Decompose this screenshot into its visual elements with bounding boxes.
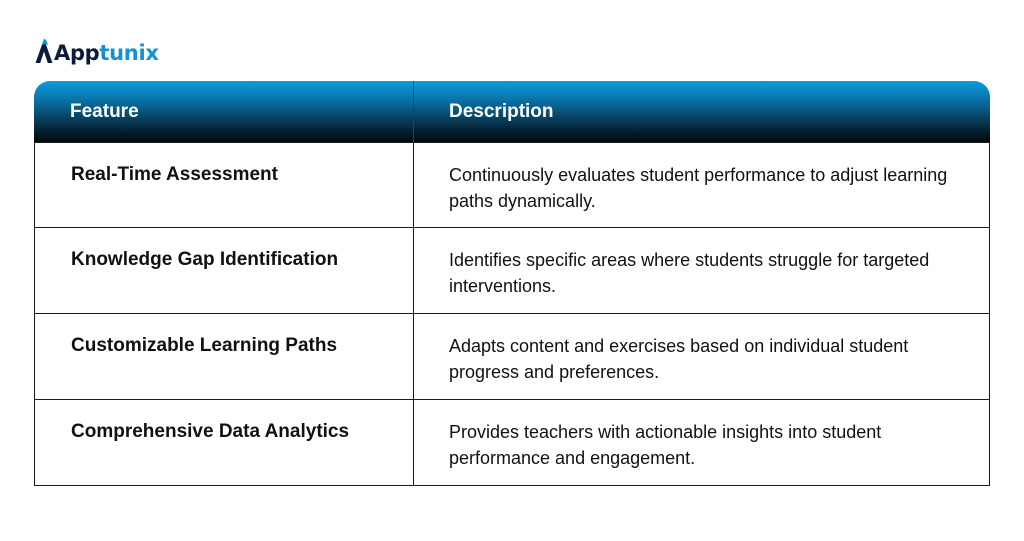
apptunix-logo-icon bbox=[34, 38, 54, 64]
table-header-row bbox=[34, 81, 990, 142]
feature-cell: Knowledge Gap Identification bbox=[34, 228, 414, 314]
table-row bbox=[34, 228, 990, 314]
column-header-feature: Feature bbox=[34, 81, 414, 142]
description-cell: Provides teachers with actionable insights into student performance and engagement. bbox=[414, 400, 990, 486]
features-table bbox=[34, 81, 990, 486]
logo-text-app: App bbox=[54, 41, 100, 65]
apptunix-logo bbox=[34, 30, 159, 64]
table-row bbox=[34, 142, 990, 228]
description-cell: Adapts content and exercises based on individual student progress and preferences. bbox=[414, 314, 990, 400]
feature-cell: Customizable Learning Paths bbox=[34, 314, 414, 400]
column-header-description: Description bbox=[414, 81, 990, 142]
feature-cell: Comprehensive Data Analytics bbox=[34, 400, 414, 486]
logo-text-tunix: tunix bbox=[99, 41, 159, 65]
description-cell: Identifies specific areas where students struggle for targeted interventions. bbox=[414, 228, 990, 314]
table-row bbox=[34, 314, 990, 400]
feature-cell: Real-Time Assessment bbox=[34, 142, 414, 228]
description-cell: Continuously evaluates student performance to adjust learning paths dynamically. bbox=[414, 142, 990, 228]
table-row bbox=[34, 400, 990, 486]
features-table-container bbox=[34, 81, 990, 490]
